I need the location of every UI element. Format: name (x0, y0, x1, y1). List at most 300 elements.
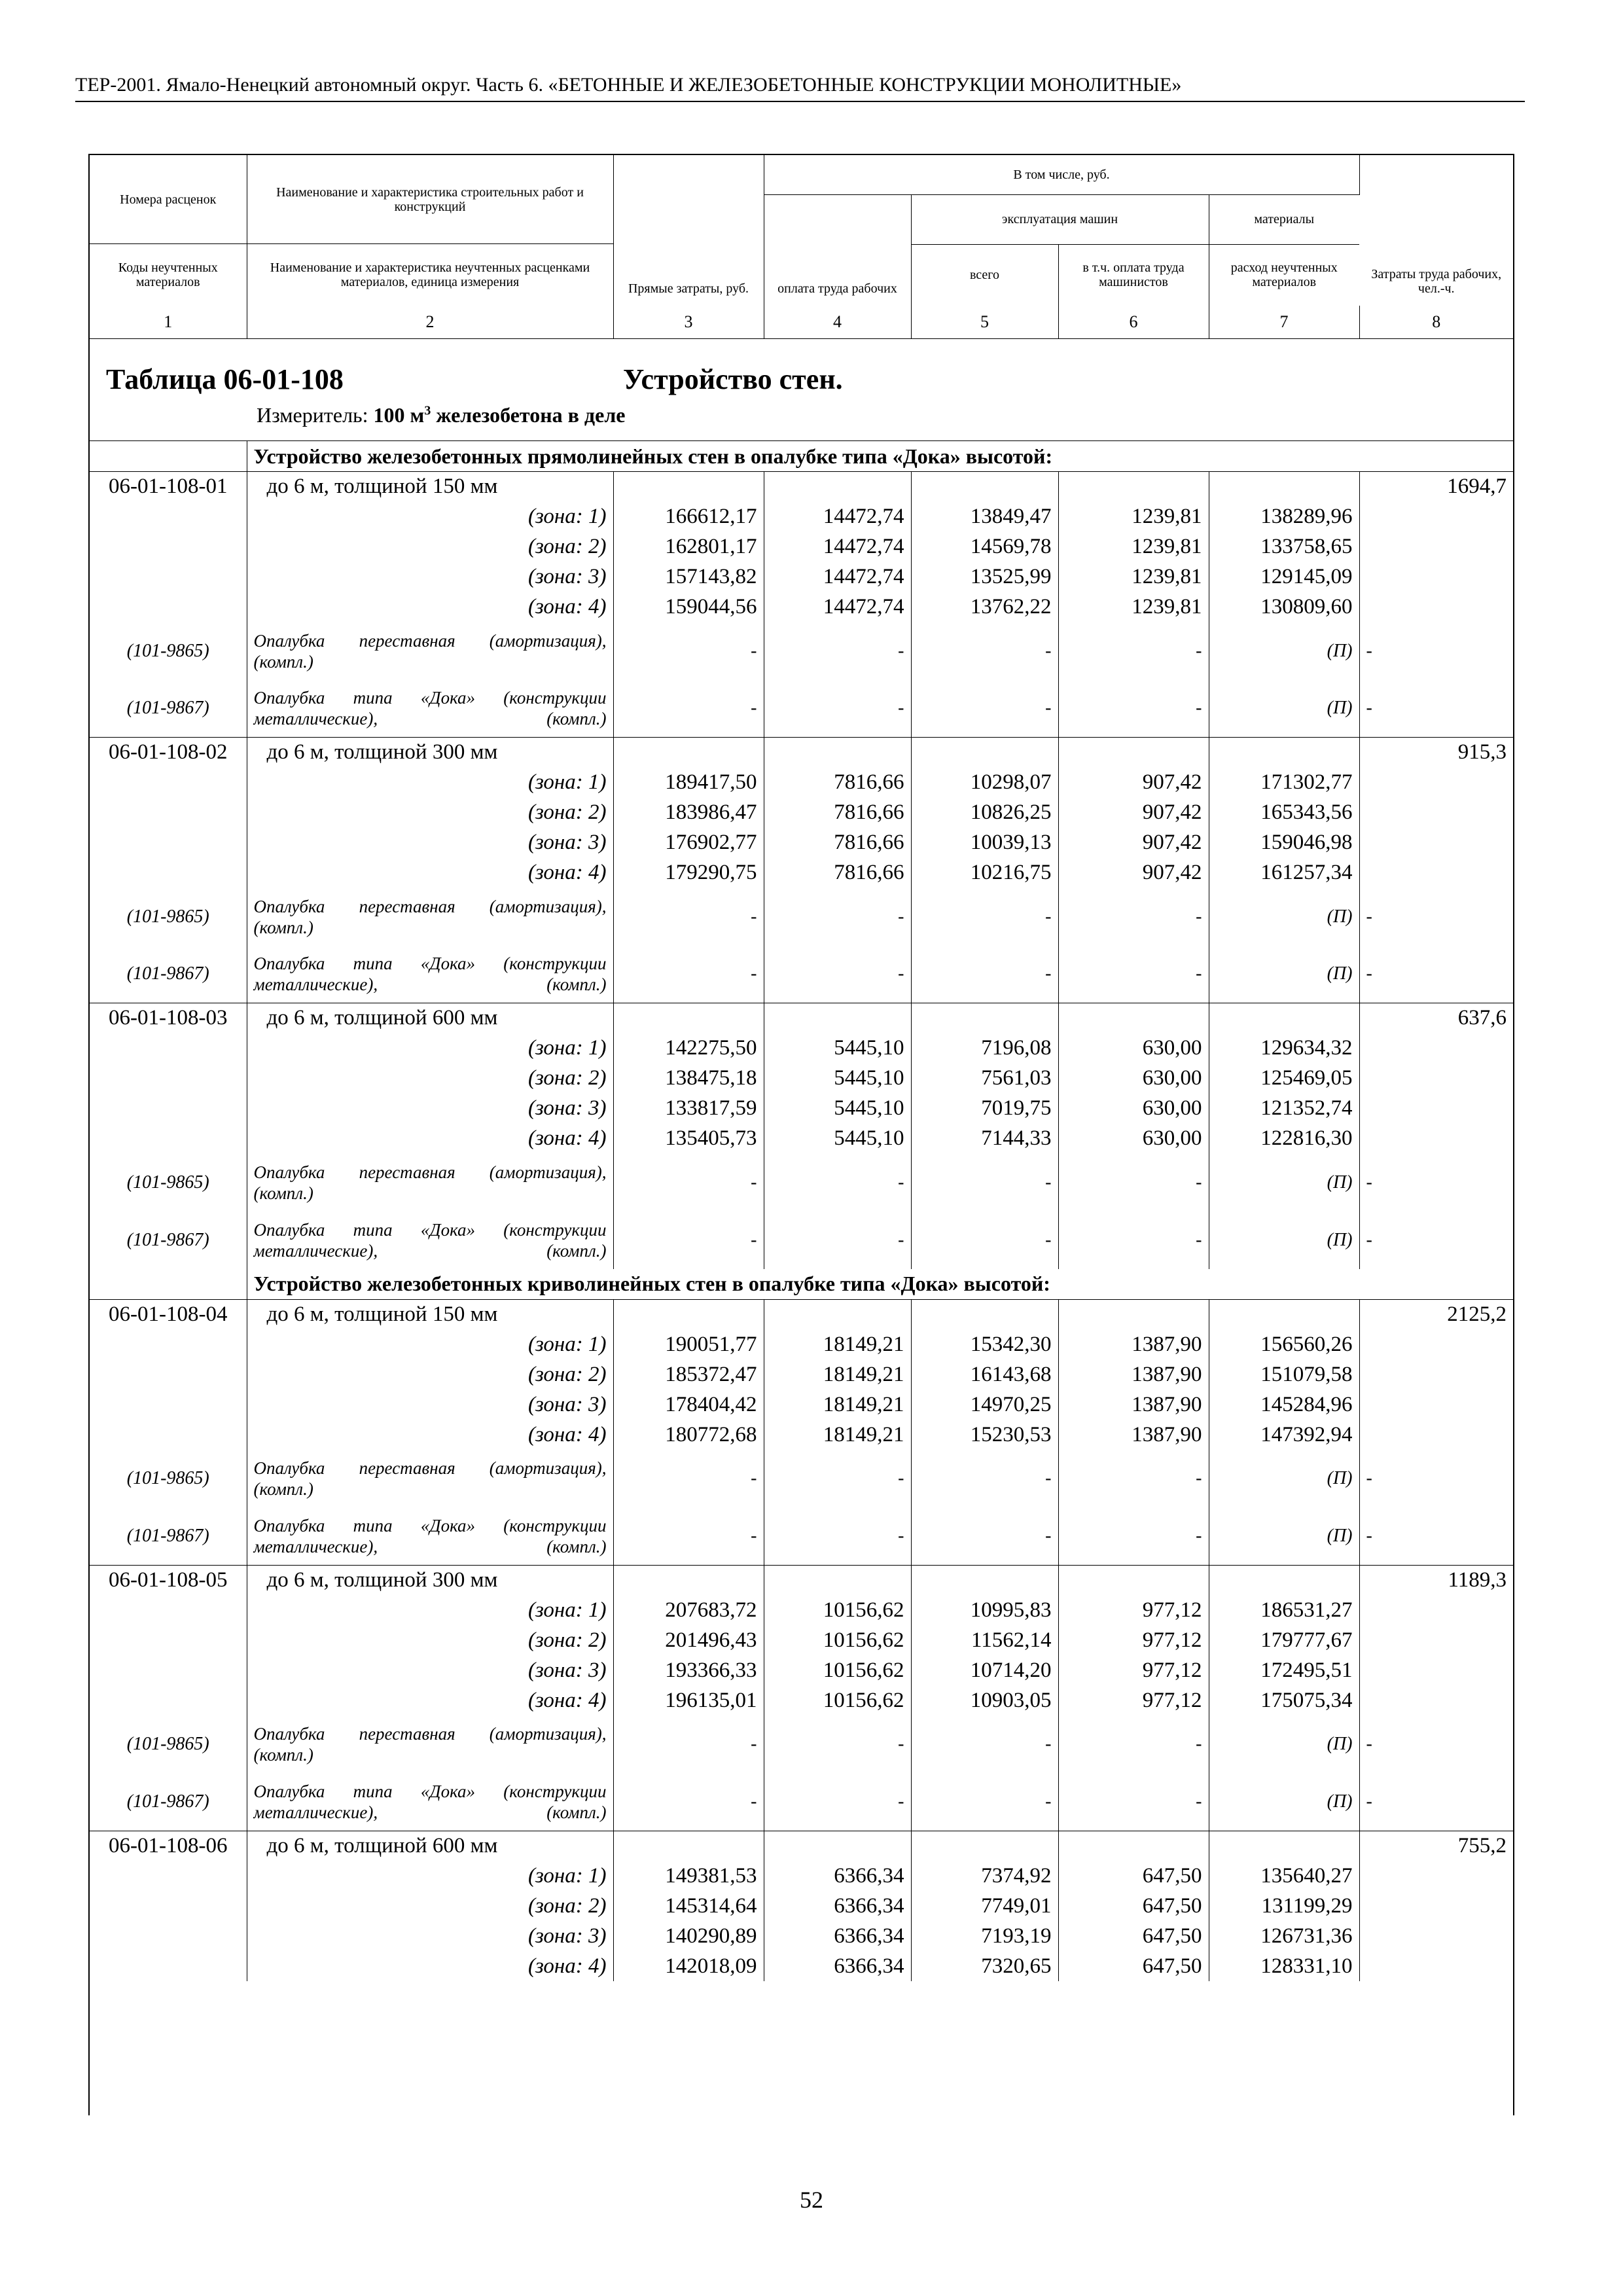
empty-cell (90, 858, 247, 888)
col1-top: Номера расценок (90, 155, 247, 244)
material-name: Опалубка типа «Дока» (конструкции металлические), (компл.) (247, 946, 613, 1003)
zone-label: (зона: 3) (247, 828, 613, 858)
machine-cost: 10995,83 (911, 1595, 1058, 1625)
empty-cell (1359, 858, 1513, 888)
rates-table (90, 155, 1513, 1981)
empty-cell (90, 1891, 247, 1921)
empty-cell (1359, 1861, 1513, 1891)
worker-pay: 18149,21 (764, 1420, 911, 1450)
zone-row (90, 502, 1513, 532)
material-dash: - (911, 622, 1058, 680)
machine-cost: 7749,01 (911, 1891, 1058, 1921)
materials-cost: 129145,09 (1209, 562, 1359, 592)
section-spacer (90, 441, 247, 472)
material-dash: - (1058, 1154, 1209, 1211)
empty-cell (1359, 1921, 1513, 1951)
section-row (90, 441, 1513, 472)
zone-label: (зона: 4) (247, 858, 613, 888)
col5-header: всего (911, 244, 1058, 306)
empty-cell (1359, 1124, 1513, 1154)
machine-cost: 14970,25 (911, 1390, 1058, 1420)
empty-cell (90, 1094, 247, 1124)
material-row (90, 1773, 1513, 1831)
machine-cost: 7561,03 (911, 1064, 1058, 1094)
material-dash: - (1058, 1450, 1209, 1507)
measure-label: Измеритель: (257, 403, 374, 427)
operator-pay: 647,50 (1058, 1921, 1209, 1951)
machine-cost: 7019,75 (911, 1094, 1058, 1124)
material-p: (П) (1209, 622, 1359, 680)
rates-table-frame (88, 154, 1514, 2115)
material-dash: - (1366, 963, 1372, 984)
zone-row (90, 1891, 1513, 1921)
materials-cost: 122816,30 (1209, 1124, 1359, 1154)
zone-row (90, 1064, 1513, 1094)
worker-pay: 6366,34 (764, 1861, 911, 1891)
machine-cost: 13849,47 (911, 502, 1058, 532)
material-dash: - (1058, 946, 1209, 1003)
machine-cost: 11562,14 (911, 1625, 1058, 1655)
rate-row (90, 1565, 1513, 1595)
worker-pay: 7816,66 (764, 768, 911, 798)
col-num: 4 (764, 306, 911, 339)
machine-cost: 13762,22 (911, 592, 1058, 622)
empty-cell (90, 1921, 247, 1951)
material-dash: - (1058, 1507, 1209, 1565)
empty-cell (90, 1124, 247, 1154)
labor-cost: 1189,3 (1359, 1565, 1513, 1595)
empty-cell (90, 1390, 247, 1420)
worker-pay: 6366,34 (764, 1951, 911, 1981)
empty-cell (764, 738, 911, 768)
materials-cost: 135640,27 (1209, 1861, 1359, 1891)
empty-cell (1058, 1565, 1209, 1595)
material-row (90, 680, 1513, 738)
zone-row (90, 1861, 1513, 1891)
empty-cell (90, 828, 247, 858)
zone-row (90, 562, 1513, 592)
worker-pay: 10156,62 (764, 1685, 911, 1715)
direct-cost: 138475,18 (613, 1064, 764, 1094)
direct-cost: 207683,72 (613, 1595, 764, 1625)
section-row (90, 1269, 1513, 1300)
empty-cell (90, 562, 247, 592)
material-name: Опалубка переставная (амортизация), (компл.) (247, 1154, 613, 1211)
worker-pay: 5445,10 (764, 1094, 911, 1124)
empty-cell (911, 1299, 1058, 1329)
col3-header: Прямые затраты, руб. (613, 155, 764, 306)
material-dash: - (1366, 1734, 1372, 1754)
empty-cell (90, 1655, 247, 1685)
col4-header: оплата труда рабочих (764, 194, 911, 306)
direct-cost: 140290,89 (613, 1921, 764, 1951)
material-name: Опалубка типа «Дока» (конструкции металлические), (компл.) (247, 680, 613, 738)
measure-rest: железобетона в деле (431, 403, 626, 427)
operator-pay: 977,12 (1058, 1685, 1209, 1715)
material-row (90, 1450, 1513, 1507)
material-dash: - (1366, 1172, 1372, 1193)
col-num: 8 (1359, 306, 1513, 339)
empty-cell (911, 472, 1058, 502)
materials-cost: 171302,77 (1209, 768, 1359, 798)
zone-row (90, 1329, 1513, 1359)
direct-cost: 142018,09 (613, 1951, 764, 1981)
material-dash: - (1058, 1715, 1209, 1773)
col1-header (90, 155, 247, 306)
direct-cost: 190051,77 (613, 1329, 764, 1359)
empty-cell (1359, 562, 1513, 592)
empty-cell (1359, 1064, 1513, 1094)
materials-cost: 145284,96 (1209, 1390, 1359, 1420)
material-dash: - (764, 1154, 911, 1211)
materials-header: материалы (1209, 194, 1359, 244)
labor-cost: 637,6 (1359, 1003, 1513, 1033)
direct-cost: 176902,77 (613, 828, 764, 858)
material-code: (101-9865) (90, 1154, 247, 1211)
materials-cost: 138289,96 (1209, 502, 1359, 532)
material-dash: - (1366, 1791, 1372, 1812)
material-code: (101-9865) (90, 1715, 247, 1773)
worker-pay: 7816,66 (764, 858, 911, 888)
table-title: Таблица 06-01-108 (106, 363, 344, 395)
machine-cost: 10298,07 (911, 768, 1058, 798)
materials-cost: 165343,56 (1209, 798, 1359, 828)
direct-cost: 157143,82 (613, 562, 764, 592)
zone-row (90, 1625, 1513, 1655)
zone-label: (зона: 2) (247, 798, 613, 828)
direct-cost: 142275,50 (613, 1033, 764, 1064)
material-dash: - (911, 1773, 1058, 1831)
direct-cost: 145314,64 (613, 1891, 764, 1921)
zone-row (90, 798, 1513, 828)
col6-header: в т.ч. оплата труда машинистов (1058, 244, 1209, 306)
material-p: (П) (1209, 1450, 1359, 1507)
zone-row (90, 592, 1513, 622)
material-dash: - (911, 1450, 1058, 1507)
operator-pay: 647,50 (1058, 1861, 1209, 1891)
empty-cell (1359, 1685, 1513, 1715)
empty-cell (911, 1831, 1058, 1861)
worker-pay: 18149,21 (764, 1329, 911, 1359)
rate-description: до 6 м, толщиной 600 мм (247, 1831, 613, 1861)
operator-pay: 1387,90 (1058, 1329, 1209, 1359)
worker-pay: 6366,34 (764, 1891, 911, 1921)
material-name: Опалубка переставная (амортизация), (компл.) (247, 622, 613, 680)
rate-code: 06-01-108-04 (90, 1299, 247, 1329)
empty-cell (613, 1565, 764, 1595)
empty-cell (1359, 1625, 1513, 1655)
material-dash: - (764, 1450, 911, 1507)
machine-cost: 14569,78 (911, 532, 1058, 562)
direct-cost: 183986,47 (613, 798, 764, 828)
empty-cell (1359, 828, 1513, 858)
rate-description: до 6 м, толщиной 150 мм (247, 1299, 613, 1329)
zone-label: (зона: 4) (247, 1685, 613, 1715)
material-p: (П) (1209, 1715, 1359, 1773)
materials-cost: 130809,60 (1209, 592, 1359, 622)
labor-cost: 1694,7 (1359, 472, 1513, 502)
operator-pay: 907,42 (1058, 768, 1209, 798)
operator-pay: 977,12 (1058, 1655, 1209, 1685)
direct-cost: 133817,59 (613, 1094, 764, 1124)
material-row (90, 1154, 1513, 1211)
incl-header: В том числе, руб. (764, 155, 1359, 194)
empty-cell (90, 1625, 247, 1655)
material-dash: - (764, 1773, 911, 1831)
material-dash: - (1366, 906, 1372, 927)
machine-cost: 16143,68 (911, 1359, 1058, 1390)
material-code: (101-9867) (90, 946, 247, 1003)
empty-cell (90, 1951, 247, 1981)
empty-cell (1359, 1329, 1513, 1359)
empty-cell (90, 1329, 247, 1359)
empty-cell (613, 1831, 764, 1861)
empty-cell (1209, 472, 1359, 502)
rate-code: 06-01-108-06 (90, 1831, 247, 1861)
empty-cell (1359, 1655, 1513, 1685)
material-dash: - (1366, 698, 1372, 719)
materials-cost: 186531,27 (1209, 1595, 1359, 1625)
empty-cell (613, 1003, 764, 1033)
measure-sup: 3 (424, 403, 431, 418)
zone-label: (зона: 1) (247, 1033, 613, 1064)
material-p: (П) (1209, 1507, 1359, 1565)
empty-cell (90, 1685, 247, 1715)
labor-cost: 2125,2 (1359, 1299, 1513, 1329)
rate-description: до 6 м, толщиной 150 мм (247, 472, 613, 502)
labor-cost: 915,3 (1359, 738, 1513, 768)
col8-header: Затраты труда рабочих, чел.-ч. (1371, 267, 1502, 296)
material-dash: - (613, 1507, 764, 1565)
direct-cost: 180772,68 (613, 1420, 764, 1450)
worker-pay: 18149,21 (764, 1359, 911, 1390)
material-row (90, 622, 1513, 680)
table-title-row (90, 339, 1513, 441)
worker-pay: 10156,62 (764, 1655, 911, 1685)
direct-cost: 193366,33 (613, 1655, 764, 1685)
material-code: (101-9867) (90, 1773, 247, 1831)
material-dash: - (764, 1715, 911, 1773)
operator-pay: 630,00 (1058, 1064, 1209, 1094)
zone-label: (зона: 1) (247, 1861, 613, 1891)
col-num: 5 (911, 306, 1058, 339)
empty-cell (90, 1420, 247, 1450)
empty-cell (613, 1299, 764, 1329)
worker-pay: 18149,21 (764, 1390, 911, 1420)
measure-value: 100 м (373, 403, 425, 427)
worker-pay: 10156,62 (764, 1625, 911, 1655)
zone-label: (зона: 2) (247, 532, 613, 562)
operator-pay: 1239,81 (1058, 562, 1209, 592)
zone-label: (зона: 2) (247, 1625, 613, 1655)
machine-cost: 7374,92 (911, 1861, 1058, 1891)
material-dash: - (911, 1507, 1058, 1565)
machine-cost: 10714,20 (911, 1655, 1058, 1685)
rate-row (90, 1003, 1513, 1033)
material-dash: - (1366, 1525, 1372, 1546)
empty-cell (613, 738, 764, 768)
material-dash: - (911, 1154, 1058, 1211)
running-header: ТЕР-2001. Ямало-Ненецкий автономный округ. Часть 6. «БЕТОННЫЕ И ЖЕЛЕЗОБЕТОННЫЕ КОНСТРУКЦИИ МОНОЛИТНЫЕ» (75, 72, 1525, 102)
empty-cell (1359, 798, 1513, 828)
zone-label: (зона: 3) (247, 1655, 613, 1685)
empty-cell (90, 532, 247, 562)
empty-cell (764, 472, 911, 502)
zone-label: (зона: 1) (247, 502, 613, 532)
zone-label: (зона: 3) (247, 1390, 613, 1420)
rate-code: 06-01-108-03 (90, 1003, 247, 1033)
zone-row (90, 828, 1513, 858)
col-num: 2 (247, 306, 613, 339)
worker-pay: 14472,74 (764, 502, 911, 532)
empty-cell (1359, 1595, 1513, 1625)
rate-code: 06-01-108-01 (90, 472, 247, 502)
operator-pay: 1387,90 (1058, 1390, 1209, 1420)
material-code: (101-9867) (90, 1211, 247, 1269)
worker-pay: 14472,74 (764, 592, 911, 622)
empty-cell (90, 768, 247, 798)
empty-cell (1359, 1951, 1513, 1981)
empty-cell (1209, 1565, 1359, 1595)
operator-pay: 1387,90 (1058, 1359, 1209, 1390)
worker-pay: 5445,10 (764, 1064, 911, 1094)
material-dash: - (764, 1211, 911, 1269)
direct-cost: 162801,17 (613, 532, 764, 562)
empty-cell (1359, 768, 1513, 798)
zone-label: (зона: 4) (247, 592, 613, 622)
material-dash: - (911, 888, 1058, 946)
materials-cost: 126731,36 (1209, 1921, 1359, 1951)
materials-cost: 129634,32 (1209, 1033, 1359, 1064)
empty-cell (1359, 592, 1513, 622)
operator-pay: 977,12 (1058, 1595, 1209, 1625)
operator-pay: 1387,90 (1058, 1420, 1209, 1450)
machine-cost: 10826,25 (911, 798, 1058, 828)
direct-cost: 189417,50 (613, 768, 764, 798)
material-name: Опалубка типа «Дока» (конструкции металлические), (компл.) (247, 1773, 613, 1831)
material-name: Опалубка типа «Дока» (конструкции металлические), (компл.) (247, 1507, 613, 1565)
zone-row (90, 1390, 1513, 1420)
material-dash: - (613, 622, 764, 680)
measure-line (257, 403, 625, 427)
material-name: Опалубка переставная (амортизация), (компл.) (247, 1450, 613, 1507)
material-name: Опалубка переставная (амортизация), (компл.) (247, 1715, 613, 1773)
zone-row (90, 1094, 1513, 1124)
empty-cell (90, 502, 247, 532)
col-num: 6 (1058, 306, 1209, 339)
empty-cell (90, 798, 247, 828)
material-name: Опалубка переставная (амортизация), (компл.) (247, 888, 613, 946)
zone-label: (зона: 2) (247, 1891, 613, 1921)
empty-cell (1209, 738, 1359, 768)
empty-cell (90, 1359, 247, 1390)
material-dash: - (1058, 622, 1209, 680)
zone-label: (зона: 2) (247, 1359, 613, 1390)
worker-pay: 14472,74 (764, 562, 911, 592)
machines-header: эксплуатация машин (911, 194, 1209, 244)
empty-cell (1058, 738, 1209, 768)
material-dash: - (911, 680, 1058, 738)
zone-row (90, 532, 1513, 562)
empty-cell (764, 1299, 911, 1329)
empty-cell (90, 1033, 247, 1064)
zone-label: (зона: 1) (247, 1329, 613, 1359)
material-p: (П) (1209, 946, 1359, 1003)
materials-cost: 172495,51 (1209, 1655, 1359, 1685)
empty-cell (1359, 1359, 1513, 1390)
zone-row (90, 858, 1513, 888)
rate-code: 06-01-108-05 (90, 1565, 247, 1595)
direct-cost: 179290,75 (613, 858, 764, 888)
rate-description: до 6 м, толщиной 600 мм (247, 1003, 613, 1033)
operator-pay: 1239,81 (1058, 532, 1209, 562)
materials-cost: 147392,94 (1209, 1420, 1359, 1450)
materials-cost: 159046,98 (1209, 828, 1359, 858)
material-dash: - (764, 1507, 911, 1565)
material-dash: - (613, 1715, 764, 1773)
material-dash: - (911, 946, 1058, 1003)
rate-code: 06-01-108-02 (90, 738, 247, 768)
operator-pay: 907,42 (1058, 828, 1209, 858)
empty-cell (90, 1064, 247, 1094)
material-p: (П) (1209, 680, 1359, 738)
worker-pay: 7816,66 (764, 828, 911, 858)
materials-cost: 131199,29 (1209, 1891, 1359, 1921)
zone-row (90, 1655, 1513, 1685)
empty-cell (1058, 472, 1209, 502)
direct-cost: 185372,47 (613, 1359, 764, 1390)
rate-row (90, 1299, 1513, 1329)
operator-pay: 630,00 (1058, 1124, 1209, 1154)
labor-cost: 755,2 (1359, 1831, 1513, 1861)
rate-description: до 6 м, толщиной 300 мм (247, 1565, 613, 1595)
zone-label: (зона: 1) (247, 768, 613, 798)
zone-label: (зона: 2) (247, 1064, 613, 1094)
material-p: (П) (1209, 1773, 1359, 1831)
material-code: (101-9867) (90, 1507, 247, 1565)
direct-cost: 159044,56 (613, 592, 764, 622)
section-title: Устройство железобетонных прямолинейных стен в опалубке типа «Дока» высотой: (247, 441, 1513, 472)
empty-cell (1359, 1033, 1513, 1064)
material-dash: - (613, 1211, 764, 1269)
material-dash: - (1058, 888, 1209, 946)
col-num: 7 (1209, 306, 1359, 339)
material-row (90, 1715, 1513, 1773)
material-dash: - (613, 1450, 764, 1507)
empty-cell (1209, 1003, 1359, 1033)
page-number: 52 (800, 2187, 823, 2213)
operator-pay: 647,50 (1058, 1951, 1209, 1981)
operator-pay: 647,50 (1058, 1891, 1209, 1921)
rate-row (90, 1831, 1513, 1861)
machine-cost: 7320,65 (911, 1951, 1058, 1981)
material-row (90, 946, 1513, 1003)
machine-cost: 7196,08 (911, 1033, 1058, 1064)
machine-cost: 10903,05 (911, 1685, 1058, 1715)
material-code: (101-9865) (90, 622, 247, 680)
machine-cost: 10039,13 (911, 828, 1058, 858)
direct-cost: 178404,42 (613, 1390, 764, 1420)
machine-cost: 13525,99 (911, 562, 1058, 592)
empty-cell (1058, 1003, 1209, 1033)
material-row (90, 1507, 1513, 1565)
col2-bottom: Наименование и характеристика неучтенных расценками материалов, единица измерения (270, 260, 590, 289)
direct-cost: 196135,01 (613, 1685, 764, 1715)
material-dash: - (1366, 1468, 1372, 1488)
empty-cell (764, 1831, 911, 1861)
materials-cost: 128331,10 (1209, 1951, 1359, 1981)
material-dash: - (911, 1211, 1058, 1269)
